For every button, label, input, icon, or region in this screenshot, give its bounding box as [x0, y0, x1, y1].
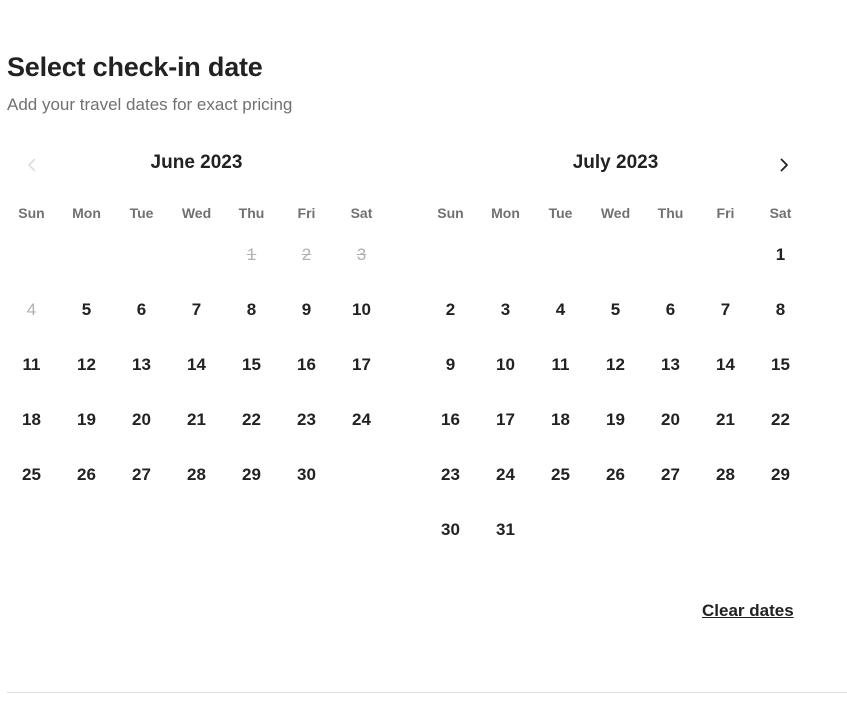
- day-cell[interactable]: 9: [301, 299, 312, 319]
- day-cell-empty: [643, 227, 698, 282]
- day-grid: [4, 227, 389, 502]
- day-cell[interactable]: 13: [132, 354, 151, 374]
- day-cell[interactable]: 30: [297, 464, 316, 484]
- day-cell[interactable]: 8: [775, 299, 786, 319]
- day-cell[interactable]: 27: [132, 464, 151, 484]
- page-subtitle: Add your travel dates for exact pricing: [7, 95, 293, 114]
- footer-divider: [7, 692, 847, 693]
- day-grid: [423, 227, 808, 557]
- day-cell[interactable]: 30: [441, 519, 460, 539]
- day-cell[interactable]: 5: [81, 299, 92, 319]
- day-cell: 1: [246, 244, 257, 264]
- next-month-button[interactable]: [768, 149, 800, 181]
- day-cell[interactable]: 23: [297, 409, 316, 429]
- weekday-label: Fri: [297, 205, 316, 221]
- day-cell-empty: [169, 227, 224, 282]
- day-cell[interactable]: 17: [352, 354, 371, 374]
- day-cell[interactable]: 21: [716, 409, 735, 429]
- day-cell[interactable]: 24: [496, 464, 515, 484]
- day-cell[interactable]: 3: [500, 299, 511, 319]
- day-cell[interactable]: 16: [297, 354, 316, 374]
- day-cell[interactable]: 25: [551, 464, 570, 484]
- day-cell[interactable]: 7: [191, 299, 202, 319]
- weekday-label: Sun: [437, 205, 464, 221]
- day-cell-empty: [114, 227, 169, 282]
- day-cell[interactable]: 9: [445, 354, 456, 374]
- weekday-label: Sun: [18, 205, 45, 221]
- day-cell[interactable]: 14: [716, 354, 735, 374]
- weekday-label: Wed: [181, 205, 212, 221]
- day-cell[interactable]: 28: [716, 464, 735, 484]
- day-cell[interactable]: 12: [606, 354, 625, 374]
- weekday-label: Fri: [716, 205, 735, 221]
- day-cell[interactable]: 1: [775, 244, 786, 264]
- day-cell[interactable]: 8: [246, 299, 257, 319]
- weekday-header-row: [423, 203, 808, 223]
- day-cell[interactable]: 25: [22, 464, 41, 484]
- weekday-label: Mon: [72, 205, 101, 221]
- day-cell[interactable]: 31: [496, 519, 515, 539]
- day-cell[interactable]: 17: [496, 409, 515, 429]
- day-cell[interactable]: 13: [661, 354, 680, 374]
- day-cell-empty: [533, 227, 588, 282]
- day-cell-empty: [423, 227, 478, 282]
- day-cell[interactable]: 21: [187, 409, 206, 429]
- day-cell-empty: [4, 227, 59, 282]
- day-cell[interactable]: 18: [551, 409, 570, 429]
- day-cell[interactable]: 11: [551, 354, 570, 374]
- month-header: [4, 145, 389, 183]
- day-cell[interactable]: 23: [441, 464, 460, 484]
- weekday-header-row: [4, 203, 389, 223]
- day-cell[interactable]: 18: [22, 409, 41, 429]
- day-cell[interactable]: 20: [132, 409, 151, 429]
- weekday-label: Wed: [600, 205, 631, 221]
- weekday-label: Sat: [350, 205, 373, 221]
- day-cell[interactable]: 27: [661, 464, 680, 484]
- day-cell[interactable]: 19: [606, 409, 625, 429]
- month-title: July 2023: [572, 152, 659, 173]
- day-cell[interactable]: 29: [771, 464, 790, 484]
- day-cell: 3: [356, 244, 367, 264]
- day-cell-empty: [698, 227, 753, 282]
- day-cell[interactable]: 22: [771, 409, 790, 429]
- day-cell[interactable]: 7: [720, 299, 731, 319]
- day-cell: 4: [26, 299, 37, 319]
- weekday-label: Tue: [548, 205, 573, 221]
- day-cell[interactable]: 22: [242, 409, 261, 429]
- day-cell-empty: [59, 227, 114, 282]
- day-cell-empty: [588, 227, 643, 282]
- day-cell[interactable]: 15: [242, 354, 261, 374]
- weekday-label: Sat: [769, 205, 792, 221]
- day-cell[interactable]: 26: [606, 464, 625, 484]
- month-calendar-june: [4, 145, 389, 502]
- day-cell[interactable]: 29: [242, 464, 261, 484]
- day-cell[interactable]: 19: [77, 409, 96, 429]
- day-cell[interactable]: 10: [352, 299, 371, 319]
- day-cell[interactable]: 10: [496, 354, 515, 374]
- chevron-right-icon: [776, 157, 792, 173]
- weekday-label: Thu: [238, 205, 265, 221]
- day-cell[interactable]: 2: [445, 299, 456, 319]
- month-title: June 2023: [150, 152, 243, 173]
- day-cell: 2: [301, 244, 312, 264]
- day-cell[interactable]: 16: [441, 409, 460, 429]
- page-title: Select check-in date: [7, 52, 263, 82]
- clear-dates-button[interactable]: Clear dates: [702, 601, 794, 620]
- day-cell[interactable]: 6: [665, 299, 676, 319]
- day-cell[interactable]: 12: [77, 354, 96, 374]
- day-cell[interactable]: 20: [661, 409, 680, 429]
- day-cell[interactable]: 28: [187, 464, 206, 484]
- day-cell[interactable]: 24: [352, 409, 371, 429]
- weekday-label: Thu: [657, 205, 684, 221]
- day-cell[interactable]: 5: [610, 299, 621, 319]
- weekday-label: Mon: [491, 205, 520, 221]
- month-header: [423, 145, 808, 183]
- day-cell[interactable]: 11: [22, 354, 41, 374]
- day-cell[interactable]: 6: [136, 299, 147, 319]
- day-cell[interactable]: 14: [187, 354, 206, 374]
- day-cell-empty: [478, 227, 533, 282]
- day-cell[interactable]: 4: [555, 299, 566, 319]
- day-cell[interactable]: 26: [77, 464, 96, 484]
- month-calendar-july: [423, 145, 808, 557]
- weekday-label: Tue: [129, 205, 154, 221]
- day-cell[interactable]: 15: [771, 354, 790, 374]
